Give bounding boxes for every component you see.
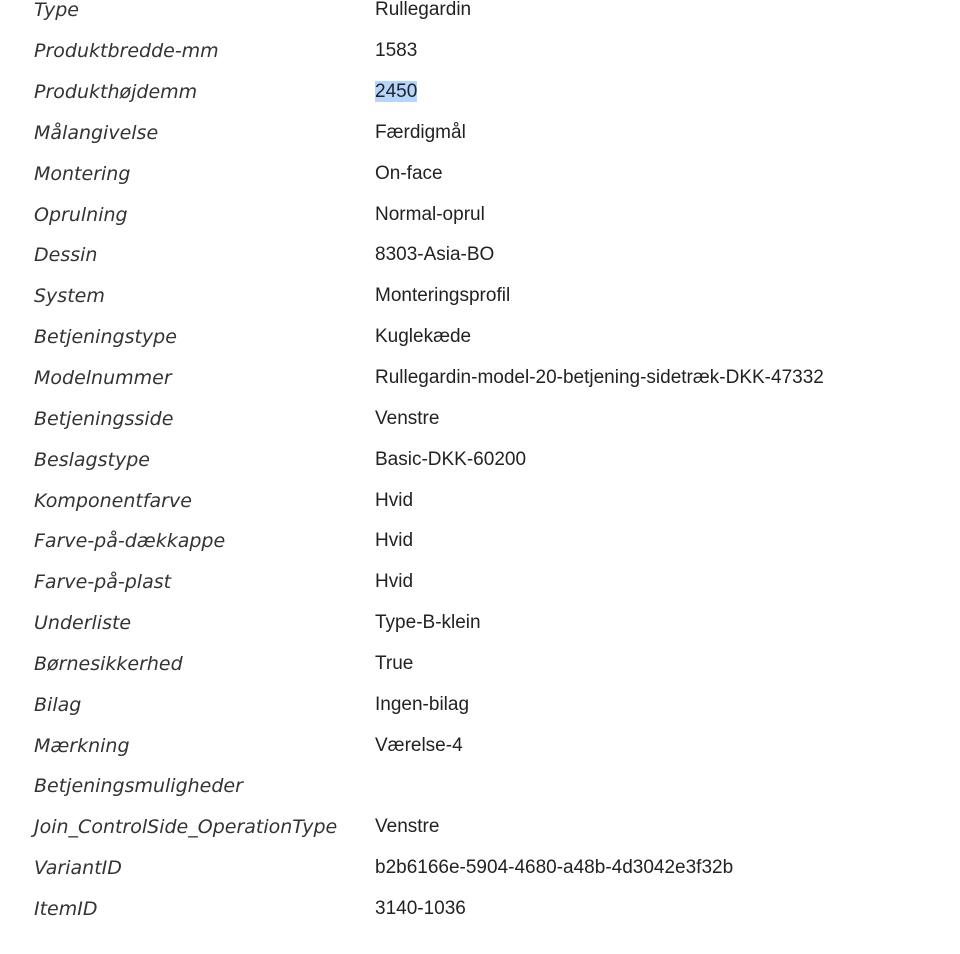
property-key: Betjeningsmuligheder [34, 775, 243, 798]
property-value-cell[interactable] [375, 653, 413, 675]
property-row [34, 725, 934, 766]
property-value-cell[interactable] [375, 285, 510, 307]
property-row [34, 398, 934, 439]
property-value-cell[interactable] [375, 530, 413, 552]
property-value[interactable]: Monteringsprofil [375, 285, 511, 307]
property-row [34, 439, 934, 480]
property-value-cell[interactable] [375, 81, 417, 103]
property-key: Modelnummer [34, 367, 172, 390]
property-key: VariantID [34, 857, 122, 880]
property-row [34, 72, 934, 113]
property-key: Betjeningstype [34, 326, 177, 349]
property-row [34, 603, 934, 644]
property-key: System [34, 285, 105, 308]
property-value[interactable]: Værelse-4 [375, 734, 463, 756]
property-value[interactable]: Færdigmål [375, 121, 466, 143]
property-key: Komponentfarve [34, 489, 192, 512]
property-key: Beslagstype [34, 448, 150, 471]
property-value-cell[interactable] [375, 612, 481, 634]
property-row [34, 31, 934, 72]
property-value[interactable]: Venstre [375, 407, 440, 429]
property-row [34, 153, 934, 194]
property-key: Dessin [34, 244, 98, 267]
property-value-cell[interactable] [375, 816, 439, 838]
property-value-cell[interactable] [375, 40, 417, 62]
property-row [34, 807, 934, 848]
property-value[interactable]: Venstre [375, 816, 440, 838]
selected-property-value[interactable]: 2450 [375, 81, 418, 103]
property-value-cell[interactable] [375, 204, 485, 226]
property-value[interactable]: Rullegardin-model-20-betjening-sidetræk-DKK-47332 [375, 367, 824, 389]
property-key: Produktbredde-mm [34, 40, 219, 63]
property-value-cell[interactable] [375, 163, 443, 185]
property-value-cell[interactable] [375, 571, 413, 593]
property-key: Montering [34, 162, 131, 185]
property-row [34, 848, 934, 889]
property-value[interactable]: Hvid [375, 530, 414, 552]
property-value-cell[interactable] [375, 735, 463, 757]
property-value-cell[interactable] [375, 244, 494, 266]
property-row [34, 684, 934, 725]
property-value[interactable]: 8303-Asia-BO [375, 244, 495, 266]
property-row [34, 194, 934, 235]
property-value[interactable]: Normal-oprul [375, 203, 485, 225]
property-row [34, 521, 934, 562]
property-key: Underliste [34, 612, 132, 635]
property-value[interactable]: Ingen-bilag [375, 693, 470, 715]
property-row [34, 889, 934, 930]
property-row [34, 0, 934, 31]
property-key: Oprulning [34, 203, 128, 226]
property-value-cell[interactable] [375, 449, 526, 471]
property-value-cell[interactable] [375, 122, 466, 144]
properties-table [34, 0, 934, 929]
property-value[interactable]: b2b6166e-5904-4680-a48b-4d3042e3f32b [375, 857, 734, 879]
property-key: Børnesikkerhed [34, 652, 183, 675]
property-value[interactable]: Hvid [375, 571, 414, 593]
property-value[interactable]: Type-B-klein [375, 612, 481, 634]
property-value-cell[interactable] [375, 367, 824, 389]
property-value-cell[interactable] [375, 408, 439, 430]
property-row [34, 235, 934, 276]
property-value[interactable]: 3140-1036 [375, 897, 466, 919]
property-key: Bilag [34, 693, 82, 716]
property-key: Målangivelse [34, 121, 159, 144]
property-value[interactable]: Hvid [375, 489, 414, 511]
property-row [34, 276, 934, 317]
property-key: Join_ControlSide_OperationType [34, 816, 338, 839]
property-key: Betjeningsside [34, 407, 174, 430]
property-value[interactable]: True [375, 652, 414, 674]
property-row [34, 562, 934, 603]
property-value[interactable]: On-face [375, 162, 443, 184]
property-value[interactable]: Basic-DKK-60200 [375, 448, 527, 470]
property-value[interactable]: Kuglekæde [375, 326, 472, 348]
property-row [34, 113, 934, 154]
property-row [34, 766, 934, 807]
property-value-cell[interactable] [375, 898, 466, 920]
property-value-cell[interactable] [375, 0, 471, 21]
property-key: Farve-på-plast [34, 571, 172, 594]
property-value-cell[interactable] [375, 857, 733, 879]
property-key: ItemID [34, 897, 98, 920]
property-row [34, 358, 934, 399]
property-row [34, 317, 934, 358]
property-value[interactable]: Rullegardin [375, 0, 472, 21]
property-key: Farve-på-dækkappe [34, 530, 226, 553]
property-value-cell[interactable] [375, 326, 471, 348]
property-value-cell[interactable] [375, 694, 469, 716]
property-key: Produkthøjdemm [34, 81, 198, 104]
property-value-cell[interactable] [375, 490, 413, 512]
property-key: Type [34, 0, 79, 22]
property-row [34, 480, 934, 521]
property-row [34, 644, 934, 685]
property-key: Mærkning [34, 734, 130, 757]
property-value[interactable]: 1583 [375, 40, 418, 62]
